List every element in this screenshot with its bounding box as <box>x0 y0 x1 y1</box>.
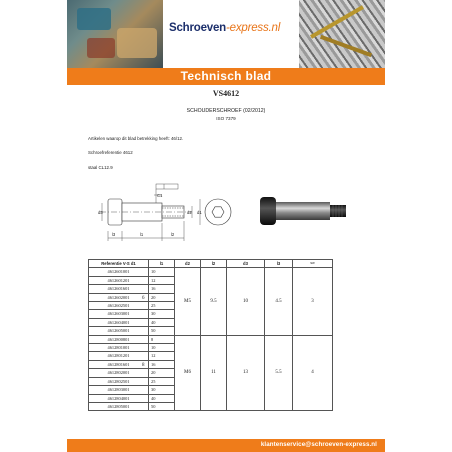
cell-d3: 10 <box>227 268 265 335</box>
reference-number: 4612605001 <box>107 328 130 334</box>
page-title: Technisch blad <box>67 68 385 85</box>
reference-number: 4612601001 <box>107 269 130 275</box>
info-reference: Schroefreferentie 4612 <box>88 150 133 155</box>
cell-reference <box>89 268 149 276</box>
label-l3: l3 <box>112 232 116 237</box>
cell-l1: 16 <box>149 360 175 368</box>
cell-l1: 20 <box>149 293 175 301</box>
col-header-l3: l3 <box>265 260 293 268</box>
reference-number: 4612803001 <box>107 387 130 393</box>
label-c1: C1 <box>157 193 163 198</box>
brand-suffix: -express.nl <box>226 22 281 34</box>
cell-reference <box>89 335 149 343</box>
cell-sw: 4 <box>293 335 333 411</box>
reference-number: 4612802501 <box>107 378 130 384</box>
cell-reference <box>89 352 149 360</box>
table-row <box>89 268 333 276</box>
cell-reference <box>89 402 149 410</box>
cell-l1: 16 <box>149 285 175 293</box>
reference-number: 4612601601 <box>107 286 130 292</box>
label-l1: l1 <box>140 232 144 237</box>
footer-bar <box>67 439 385 452</box>
cell-l1: 25 <box>149 377 175 385</box>
cell-l1: 20 <box>149 369 175 377</box>
label-d3: d3 <box>98 210 103 215</box>
info-articles: Artikelen waarop dit blad betrekking heeft: 46/12. <box>88 136 184 141</box>
cell-l1: 40 <box>149 394 175 402</box>
cell-l1: 40 <box>149 318 175 326</box>
cell-l1: 50 <box>149 327 175 335</box>
cell-d3: 13 <box>227 335 265 411</box>
cell-l1: 25 <box>149 302 175 310</box>
cell-reference <box>89 302 149 310</box>
reference-number: 4612602001 <box>107 294 130 300</box>
reference-number: 4612801601 <box>107 361 130 367</box>
cell-l1: 12 <box>149 352 175 360</box>
cell-reference <box>89 318 149 326</box>
reference-number: 4612604001 <box>107 319 130 325</box>
spec-table <box>88 259 333 411</box>
cell-d2: M6 <box>175 335 201 411</box>
label-d2: d2 <box>187 210 192 215</box>
cell-l1: 30 <box>149 310 175 318</box>
col-header-d2: d2 <box>175 260 201 268</box>
cell-reference <box>89 327 149 335</box>
info-material: staal CL12.9 <box>88 165 113 170</box>
reference-number: 4612801201 <box>107 353 130 359</box>
product-code: VS4612 <box>212 89 240 98</box>
label-l2: l2 <box>171 232 175 237</box>
cell-reference <box>89 377 149 385</box>
brand-main: Schroeven <box>169 22 227 34</box>
reference-number: 4612805001 <box>107 403 130 409</box>
cell-d1: 6 <box>142 295 145 301</box>
cell-d2: M5 <box>175 268 201 335</box>
cell-reference <box>89 369 149 377</box>
screws-photo <box>299 0 385 68</box>
cell-l3: 5.5 <box>265 335 293 411</box>
logo-area <box>163 0 299 68</box>
cell-l1: 50 <box>149 402 175 410</box>
product-name: SCHOUDERSCHROEF (02/2012) <box>186 108 266 114</box>
cell-reference <box>89 344 149 352</box>
reference-number: 4612800801 <box>107 336 130 342</box>
table-header-row <box>89 260 333 268</box>
cell-l1: 12 <box>149 276 175 284</box>
cell-l2: 9.5 <box>201 268 227 335</box>
screw-photo <box>260 197 346 225</box>
cell-l2: 11 <box>201 335 227 411</box>
cell-d1: 8 <box>142 362 145 368</box>
cell-reference <box>89 276 149 284</box>
tools-photo <box>67 0 163 68</box>
cell-reference <box>89 360 149 368</box>
product-standard: ISO 7379 <box>216 116 236 121</box>
technical-drawing <box>88 175 364 255</box>
reference-number: 4612603001 <box>107 311 130 317</box>
cell-l1: 8 <box>149 335 175 343</box>
cell-reference <box>89 386 149 394</box>
cell-sw: 3 <box>293 268 333 335</box>
cell-l1: 10 <box>149 344 175 352</box>
col-header-l1: l1 <box>149 260 175 268</box>
col-header-d3: d3 <box>227 260 265 268</box>
cell-l1: 10 <box>149 268 175 276</box>
brand-logo <box>169 22 280 34</box>
cell-reference <box>89 285 149 293</box>
reference-number: 4612602501 <box>107 303 130 309</box>
cell-l1: 30 <box>149 386 175 394</box>
label-d1: d1 <box>197 210 202 215</box>
header-banner <box>67 0 385 68</box>
table-row <box>89 335 333 343</box>
cell-reference <box>89 310 149 318</box>
reference-number: 4612801001 <box>107 345 130 351</box>
footer-email[interactable]: klantenservice@schroeven-express.nl <box>260 441 377 448</box>
reference-number: 4612804001 <box>107 395 130 401</box>
cell-reference <box>89 394 149 402</box>
col-header-l2: l2 <box>201 260 227 268</box>
cell-reference <box>89 293 149 301</box>
reference-number: 4612601201 <box>107 277 130 283</box>
reference-number: 4612802001 <box>107 370 130 376</box>
col-header-reference: Referentie V-S d1 <box>89 260 149 268</box>
col-header-sw: sw <box>293 260 333 268</box>
cell-l3: 4.5 <box>265 268 293 335</box>
